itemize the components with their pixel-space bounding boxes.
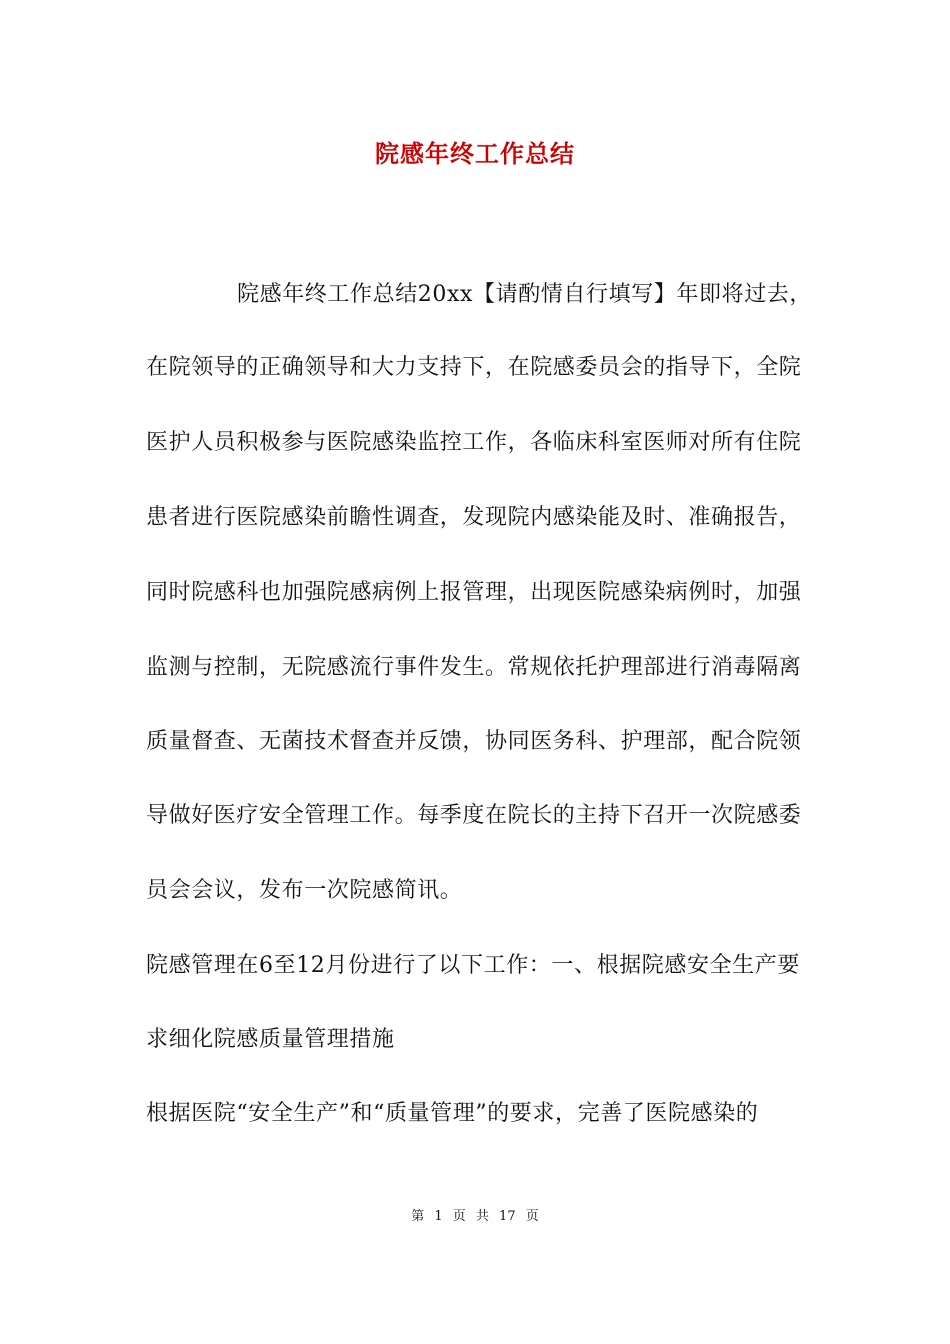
body-line-10: 院感管理在6至12月份进行了以下工作：一、根据院感安全生产要 xyxy=(146,953,800,978)
body-line-2: 在院领导的正确领导和大力支持下，在院感委员会的指导下，全院 xyxy=(146,355,802,380)
body-line-9: 员会会议，发布一次院感简讯。 xyxy=(146,878,463,903)
body-line-11: 求细化院感质量管理措施 xyxy=(146,1027,395,1052)
body-line-5: 同时院感科也加强院感病例上报管理，出现医院感染病例时，加强 xyxy=(146,580,802,605)
document-title: 院感年终工作总结 xyxy=(375,139,575,168)
body-line-12: 根据医院“安全生产”和“质量管理”的要求，完善了医院感染的 xyxy=(146,1101,759,1126)
body-line-3: 医护人员积极参与医院感染监控工作，各临床科室医师对所有住院 xyxy=(146,430,802,455)
page-number: 第 1 页 共 17 页 xyxy=(411,1209,539,1224)
body-line-8: 导做好医疗安全管理工作。每季度在院长的主持下召开一次院感委 xyxy=(146,803,802,828)
body-line-6: 监测与控制，无院感流行事件发生。常规依托护理部进行消毒隔离 xyxy=(146,655,802,680)
body-line-7: 质量督查、无菌技术督查并反馈，协同医务科、护理部，配合院领 xyxy=(146,729,802,754)
body-line-1: 院感年终工作总结20xx【请酌情自行填写】年即将过去， xyxy=(237,282,813,307)
body-line-4: 患者进行医院感染前瞻性调查，发现院内感染能及时、准确报告， xyxy=(146,505,802,530)
